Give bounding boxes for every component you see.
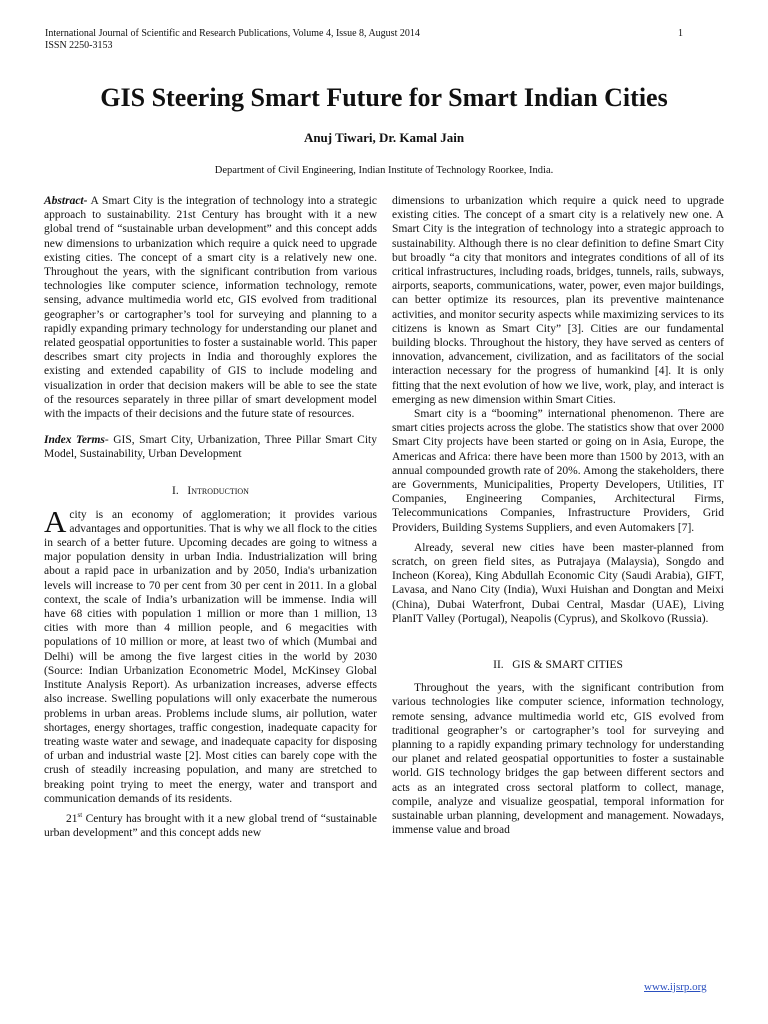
intro-paragraph-2: [44, 812, 377, 840]
journal-line: International Journal of Scientific and Research Publications, Volume 4, Issue 8, August 2014: [45, 28, 420, 39]
running-header: [45, 28, 420, 52]
section-title: Introduction: [187, 484, 249, 497]
section-heading-gis: [392, 658, 724, 672]
gis-paragraph-1: Throughout the years, with the significant contribution from various technologies like computer science, information technology, remote sensing, advance multimedia world etc, GIS evolved from traditional geographer’s or cartographer’s tool for surveying and planning to a rapidly expanding primary technology for understanding our planet and related geospatial opportunities to foster a sustainable world. GIS technology bridges the gap between different sectors and acts as an integrated cross sectoral platform to collect, manage, compile, analyze and visualize geospatial, temporal information for sustainable urban planning, development and management. Nowadays, immense value and broad: [392, 682, 724, 837]
index-terms: [44, 433, 377, 461]
section-numeral: II.: [493, 659, 504, 672]
intro-paragraph-1: [44, 503, 377, 806]
abstract: [44, 194, 377, 421]
index-terms-text: - GIS, Smart City, Urbanization, Three Pillar Smart City Model, Sustainability, Urban Development: [44, 434, 377, 461]
right-column: [392, 194, 724, 837]
section-numeral: I.: [172, 484, 179, 497]
century-superscript: st: [77, 811, 83, 820]
paper-authors: Anuj Tiwari, Dr. Kamal Jain: [303, 130, 465, 145]
journal-website-link[interactable]: www.ijsrp.org: [644, 981, 707, 993]
section-heading-introduction: [44, 484, 377, 498]
century-number: 21: [66, 812, 78, 825]
issn: ISSN 2250-3153: [45, 40, 113, 51]
abstract-label: Abstract-: [44, 195, 88, 207]
section-title: GIS & SMART CITIES: [512, 659, 623, 672]
right-paragraph-3: Already, several new cities have been master-planned from scratch, on green field sites, as Putrajaya (Malaysia), Songdo and Incheon (Korea), King Abdullah Economic City (Saudi Arabia), GIFT, Lavasa, and Nano City (India), Wuxi Huishan and Dongtan and Meixi (China), Dubai Waterfront, Dubai Central, Masdar (UAE), Living PlanIT Valley (Portugal), Neapolis (Cyprus), and Skolkovo (Russia).: [392, 541, 724, 625]
right-paragraph-2: Smart city is a “booming” international phenomenon. There are smart cities projects across the globe. The statistics show that over 2000 Smart City projects have been started or going on in Asia, Europe, the Americas and Africa: there have been more than 1500 by 2013, with an annual compounded growth rate of 20%. Among the stakeholders, there are Governments, Municipalities, Property Developers, Utilities, IT Companies, Engineering Companies, Architectural Firms, Telecommunications Companies, Infrastructure Providers, Grid Providers, Building Systems Suppliers, and even Automakers [7].: [392, 408, 724, 534]
right-paragraph-1: dimensions to urbanization which require a quick need to upgrade existing cities. The concept of a smart city is a relatively new one. A Smart City is the integration of technology into a strategic approach to sustainability. Although there is no clear definition to define Smart City but broadly “a city that monitors and integrates conditions of all of its critical infrastructures, including roads, bridges, tunnels, rails, subways, airports, seaports, communications, water, power, even major buildings, can better optimize its resources, plan its preventive maintenance activities, and monitor security aspects while maximizing services to its citizens is known as Smart City” [3]. Cities are our fundamental building blocks. Throughout the history, they have served as centers of innovation, advancement, civilization, and as facilitators of the social interaction necessary for the progress of humankind [4]. It is only fitting that the next evolution of how we live, work, play, and interact is emerging as new dimension within Smart Cities.: [392, 195, 724, 406]
page-number: 1: [678, 28, 683, 39]
index-terms-label: Index Terms: [44, 434, 105, 447]
paper-title: GIS Steering Smart Future for Smart Indian Cities: [100, 83, 668, 112]
intro-paragraph-2-text: Century has brought with it a new global trend of “sustainable urban development” and this concept adds new: [44, 812, 377, 840]
drop-cap: A: [44, 503, 67, 539]
left-column: [44, 194, 377, 840]
abstract-text: A Smart City is the integration of technology into a strategic approach to sustainability. 21st Century has brought with it a new global trend of “sustainable urban development” and this concept adds new dimensions to urbanization which require a quick need to upgrade existing cities. The concept of a smart city is a relatively new one. Throughout the years, with the significant contribution from various technologies like computer science, information technology, remote sensing, advance multimedia world etc, GIS evolved from traditional geographer’s or cartographer’s tool for surveying and planning to a rapidly expanding primary technology for understanding our planet and related geospatial opportunities to foster a sustainable world. This paper describes smart city projects in India and thoroughly explores the existing and extended capability of GIS to include modeling and visualization in order that decision makers will be able to see the state of the resources separately in three pillar of smart development model with the impacts of their decisions and the future state of resources.: [44, 195, 377, 421]
intro-paragraph-1-text: city is an economy of agglomeration; it provides various advantages and opportunities. That is why we all flock to the cities in search of a better future. Upcoming decades are going to witness a major population density in urban India. Industrialization will bring about a rapid pace in urbanization and by 2050, India's urbanization levels will increase to 70 per cent from 30 per cent in 2011. In a global context, the scale of India’s urbanization will be immense. India will have 68 cities with population 1 million or more than 1 million, 13 cities with more than 4 million people, and 6 megacities with populations of 10 million or more, at least two of which (Mumbai and Delhi) will be among the five largest cities in the world by 2030 (Source: Indian Urbanization Econometric Model, McKinsey Global Institute Analysis Report). As urbanization increases, adverse effects also increase. Swelling populations will only exacerbate the numerous problems in urban areas. Problems include slums, air pollution, water shortages, energy shortages, traffic congestion, inadequate capacity for treating waste water and sewage, and inadequate capacity for disposing of urban and industrial waste [2]. Most cities can barely cope with the crush of steadily increasing population, and many are stretched to breaking point trying to meet the energy, water and transport and communication demands of its residents.: [44, 508, 377, 805]
paper-affiliation: Department of Civil Engineering, Indian Institute of Technology Roorkee, India.: [214, 165, 554, 176]
